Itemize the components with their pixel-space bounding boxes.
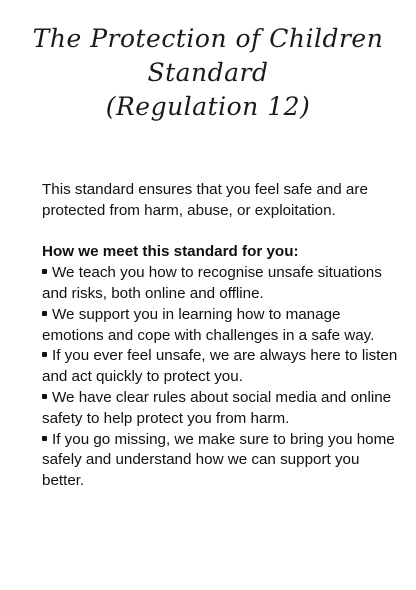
title-line-3: (Regulation 12) (105, 92, 311, 121)
list-item (42, 388, 402, 430)
title-line-1: The Protection of Children (32, 24, 384, 53)
bullet-icon (42, 311, 47, 316)
list-item (42, 305, 402, 347)
list-item-text: We have clear rules about social media and online safety to help protect you from harm. (42, 388, 392, 427)
bullet-icon (42, 394, 47, 399)
bullet-icon (42, 436, 47, 441)
bullet-icon (42, 269, 47, 274)
list-item-text: We teach you how to recognise unsafe situations and risks, both online and offline. (42, 264, 382, 302)
list-item (42, 263, 402, 305)
body-content (42, 180, 402, 492)
list-item (42, 430, 402, 492)
intro-paragraph: This standard ensures that you feel safe and are protected from harm, abuse, or exploitation. (42, 181, 368, 219)
section-heading: How we meet this standard for you: (42, 243, 299, 261)
page-title (0, 22, 416, 124)
list-item-text: If you go missing, we make sure to bring you home safely and understand how we can support you better. (42, 430, 395, 490)
points-list (42, 263, 402, 492)
list-item (42, 346, 402, 388)
title-line-2: Standard (147, 58, 269, 87)
list-item-text: If you ever feel unsafe, we are always here to listen and act quickly to protect you. (42, 347, 398, 386)
list-item-text: We support you in learning how to manage emotions and cope with challenges in a safe way. (42, 305, 375, 344)
bullet-icon (42, 352, 47, 357)
